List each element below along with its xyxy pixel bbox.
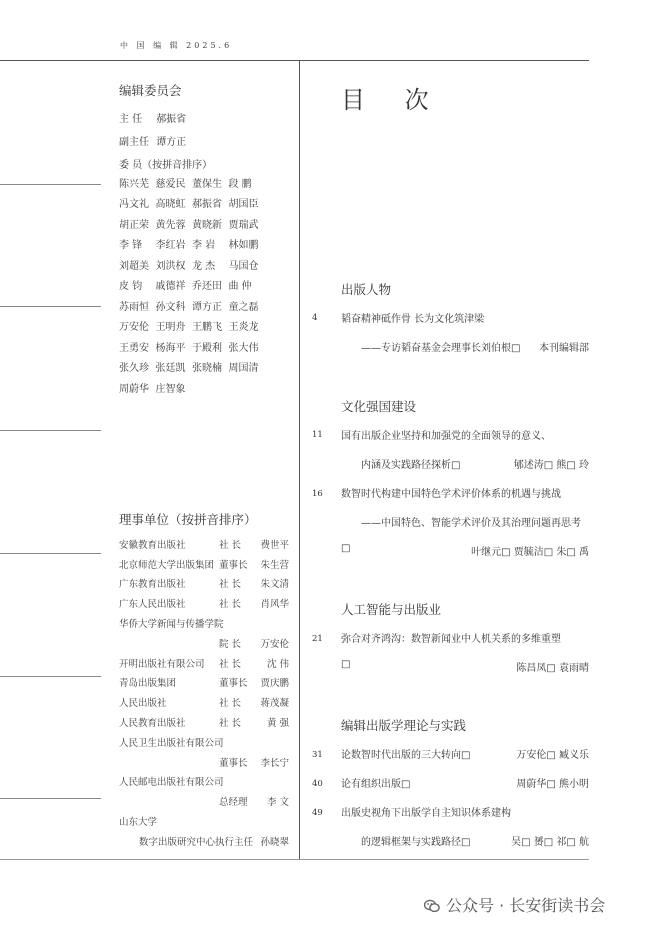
- member-name: 张廷凯: [155, 363, 186, 375]
- member-name: 谭方正: [192, 301, 222, 313]
- board-title: 编辑委员会: [119, 83, 182, 98]
- article-title-line[interactable]: 论有组织出版□: [341, 779, 411, 790]
- member-name: 慈爱民: [155, 178, 186, 190]
- article-title-line[interactable]: 出版史视角下出版学自主知识体系建构: [341, 808, 511, 819]
- unit-title: 社 长: [219, 599, 242, 611]
- article-title-line[interactable]: 内涵及实践路径探析□: [361, 460, 461, 471]
- article-title-line[interactable]: ——中国特色、智能学术评价及其治理问题再思考: [361, 518, 581, 529]
- unit-name: 人民教育出版社: [119, 718, 186, 730]
- journal-header: 中 国 编 辑 2025.6: [120, 41, 233, 50]
- member-name: 黄晓新: [192, 219, 222, 231]
- article-title-line[interactable]: 弥合对齐鸿沟：数智新闻业中人机关系的多维重塑: [341, 634, 561, 645]
- member-name: 高晓虹: [155, 199, 186, 211]
- toc-section-title: 编辑出版学理论与实践: [341, 718, 467, 733]
- member-name: 黄先蓉: [155, 219, 186, 231]
- unit-title: 董事长: [219, 757, 248, 769]
- unit-title: 董事长: [219, 678, 248, 690]
- article-title-line[interactable]: ——专访韬奋基金会理事长刘伯根□: [361, 343, 521, 354]
- member-name: 乔还田: [192, 281, 222, 293]
- member-name: 董保生: [192, 178, 222, 190]
- unit-person: 肖风华: [260, 599, 289, 611]
- member-name: 胡正荣: [119, 219, 149, 231]
- council-row: [119, 593, 289, 613]
- member-name: 刘超美: [119, 260, 149, 272]
- member-name: 张久珍: [119, 363, 149, 375]
- council-row: [119, 692, 289, 712]
- unit-name: 数字出版研究中心执行主任: [139, 836, 254, 848]
- member-name: 曲 仲: [228, 281, 252, 293]
- chief-name: 郝振省: [156, 114, 187, 125]
- members-row: [119, 275, 265, 296]
- council-row: [119, 633, 289, 653]
- toc-section-title: 出版人物: [341, 282, 392, 297]
- member-name: 王明舟: [155, 322, 186, 334]
- unit-title: 院 长: [219, 638, 242, 650]
- unit-name: 安徽教育出版社: [119, 539, 186, 551]
- unit-person: 黄 强: [266, 718, 289, 730]
- member-name: 周蔚华: [119, 383, 149, 395]
- council-row: [119, 831, 289, 851]
- member-name: 郝振省: [192, 199, 222, 211]
- council-title: 理事单位（按拼音排序）: [119, 512, 257, 527]
- margin-rule: [0, 430, 101, 431]
- column-divider: [299, 61, 300, 859]
- article-page: 49: [312, 808, 323, 818]
- member-name: 张大伟: [228, 342, 259, 354]
- bottom-rule: [0, 859, 589, 860]
- wechat-watermark: [424, 893, 605, 916]
- member-name: 周国清: [228, 363, 259, 375]
- unit-person: 李 文: [266, 797, 289, 809]
- members-row: [119, 213, 265, 234]
- margin-rule: [0, 676, 101, 677]
- members-row: [119, 316, 265, 337]
- unit-name: 山东大学: [119, 817, 158, 829]
- board-chief: [119, 110, 186, 125]
- article-page: 4: [312, 313, 318, 323]
- article-authors: 陈昌凤□ 袁雨晴: [516, 663, 589, 674]
- member-name: 杨海平: [155, 342, 186, 354]
- member-name: 贾瑞武: [228, 219, 259, 231]
- unit-person: 费世平: [260, 539, 289, 551]
- margin-rule: [0, 553, 101, 554]
- member-name: 张晓楠: [192, 363, 222, 375]
- council-row: [119, 653, 289, 673]
- article-title-line[interactable]: 数智时代构建中国特色学术评价体系的机遇与挑战: [341, 489, 561, 500]
- member-name: 孙文科: [155, 301, 186, 313]
- members-row: [119, 336, 265, 357]
- unit-name: 广东人民出版社: [119, 599, 186, 611]
- member-name: 王勇安: [119, 342, 149, 354]
- member-name: 龙 杰: [192, 260, 216, 272]
- unit-title: 社 长: [219, 579, 242, 591]
- margin-rule: [0, 798, 101, 799]
- members-row: [119, 254, 265, 275]
- top-rule: [0, 60, 589, 61]
- margin-rule: [0, 306, 101, 307]
- unit-title: 社 长: [219, 658, 242, 670]
- council-row: [119, 712, 289, 732]
- unit-person: 朱生营: [260, 559, 289, 571]
- council-row: [119, 554, 289, 574]
- article-title-line[interactable]: 韬奋精神砥作骨 长为文化筑津梁: [341, 314, 485, 325]
- members-label: 委 员（按拼音排序）: [119, 160, 213, 171]
- unit-title: 社 长: [219, 539, 242, 551]
- member-name: 刘洪权: [155, 260, 186, 272]
- chief-label: 主 任: [119, 114, 143, 125]
- member-name: 冯文礼: [119, 199, 149, 211]
- unit-name: 广东教育出版社: [119, 579, 186, 591]
- unit-name: 人民邮电出版社有限公司: [119, 777, 224, 789]
- member-name: 林如鹏: [228, 240, 259, 252]
- wechat-icon: [424, 898, 440, 912]
- unit-person: 孙晓翠: [260, 836, 289, 848]
- member-name: 陈兴芜: [119, 178, 149, 190]
- vice-name: 谭方正: [156, 137, 187, 148]
- article-page: 11: [312, 430, 323, 440]
- unit-title: 总经理: [219, 797, 248, 809]
- article-page: 16: [312, 489, 323, 499]
- member-name: 马国仓: [228, 260, 259, 272]
- member-name: 童之磊: [228, 301, 259, 313]
- article-authors: 郇述涛□ 熊□ 玲: [513, 460, 589, 471]
- council-row: [119, 752, 289, 772]
- member-name: 李 岩: [192, 240, 216, 252]
- member-name: 李 锋: [119, 240, 143, 252]
- unit-title: 社 长: [219, 718, 242, 730]
- article-page: 40: [312, 779, 323, 789]
- members-row: [119, 377, 265, 398]
- council-row: [119, 613, 289, 633]
- unit-name: 开明出版社有限公司: [119, 658, 205, 670]
- toc-title: 目 次: [341, 86, 445, 114]
- member-name: 胡国臣: [228, 199, 259, 211]
- members-row: [119, 234, 265, 255]
- unit-name: 青岛出版集团: [119, 678, 177, 690]
- council-row: [119, 811, 289, 831]
- toc-section-title: 人工智能与出版业: [341, 602, 442, 617]
- article-authors: 周蔚华□ 熊小明: [516, 779, 589, 790]
- unit-person: 贾庆鹏: [260, 678, 289, 690]
- council-row: [119, 673, 289, 693]
- member-name: 段 鹏: [228, 178, 252, 190]
- board-vice: [119, 133, 186, 148]
- unit-title: 社 长: [219, 698, 242, 710]
- member-name: 万安伦: [119, 322, 149, 334]
- article-authors: 吴□ 赟□ 祁□ 航: [511, 837, 589, 848]
- unit-title: 董事长: [219, 559, 248, 571]
- article-authors: 叶继元□ 贾毓洁□ 朱□ 禹: [471, 547, 589, 558]
- article-authors: 万安伦□ 臧义乐: [516, 750, 589, 761]
- members-row: [119, 357, 265, 378]
- member-name: 庄智象: [155, 383, 186, 395]
- toc-section-title: 文化强国建设: [341, 399, 417, 414]
- unit-name: 人民卫生出版社有限公司: [119, 737, 224, 749]
- council-row: [119, 534, 289, 554]
- unit-person: 沈 伟: [266, 658, 289, 670]
- council-row: [119, 574, 289, 594]
- members-grid: [119, 172, 265, 398]
- article-page: 21: [312, 634, 323, 644]
- member-name: 皮 钧: [119, 281, 143, 293]
- member-name: 王鹏飞: [192, 322, 222, 334]
- council-row: [119, 791, 289, 811]
- article-title-line[interactable]: □: [341, 659, 351, 670]
- watermark-text: 公众号 · 长安街读书会: [446, 896, 606, 915]
- member-name: 李红岩: [155, 240, 186, 252]
- member-name: 苏雨恒: [119, 301, 149, 313]
- unit-name: 北京师范大学出版集团: [119, 559, 215, 571]
- article-title-line[interactable]: 的逻辑框架与实践路径□: [361, 837, 471, 848]
- unit-person: 李长宁: [260, 757, 289, 769]
- council-row: [119, 732, 289, 752]
- unit-person: 万安伦: [260, 638, 289, 650]
- margin-rule: [0, 184, 101, 185]
- members-row: [119, 172, 265, 193]
- article-title-line[interactable]: 国有出版企业坚持和加强党的全面领导的意义、: [341, 431, 551, 442]
- unit-person: 蒋茂凝: [260, 698, 289, 710]
- member-name: 戚德祥: [155, 281, 186, 293]
- article-title-line[interactable]: □: [341, 543, 351, 554]
- council-row: [119, 772, 289, 792]
- members-row: [119, 193, 265, 214]
- article-page: 31: [312, 750, 323, 760]
- vice-label: 副主任: [119, 137, 149, 148]
- article-authors: 本刊编辑部: [539, 343, 589, 354]
- unit-name: 人民出版社: [119, 698, 167, 710]
- members-row: [119, 295, 265, 316]
- member-name: 于殿利: [192, 342, 222, 354]
- article-title-line[interactable]: 论数智时代出版的三大转向□: [341, 750, 471, 761]
- council-list: [119, 534, 289, 851]
- unit-person: 朱文清: [260, 579, 289, 591]
- member-name: 王炎龙: [228, 322, 259, 334]
- unit-name: 华侨大学新闻与传播学院: [119, 619, 224, 631]
